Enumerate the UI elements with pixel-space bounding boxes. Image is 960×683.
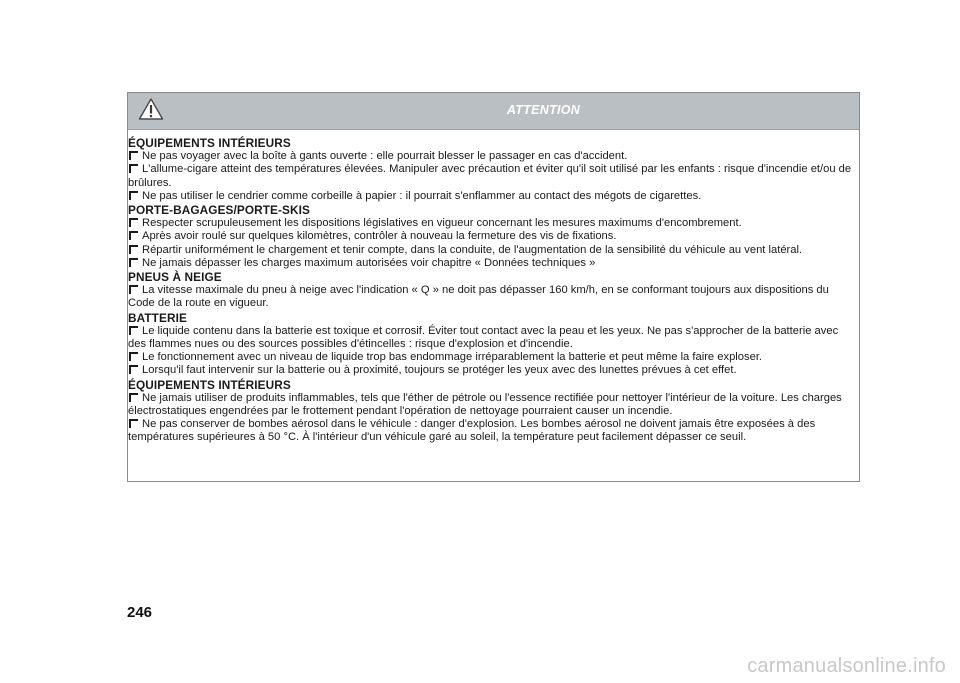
list-item: [128, 351, 857, 364]
item-text: Respecter scrupuleusement les dispositions législatives en vigueur concernant les mesures maximums d'encombrement.: [142, 217, 742, 230]
bullet-icon: [128, 245, 139, 254]
item-text: L'allume-cigare atteint des températures élevées. Manipuler avec précaution et éviter qu'il soit utilisé par les enfants : risque d'incendie et/ou de brûlures.: [128, 163, 852, 189]
item-text: Ne pas utiliser le cendrier comme corbeille à papier : il pourrait s'enflammer au contact des mégots de cigarettes.: [142, 189, 702, 202]
list-item: [128, 163, 857, 189]
bullet-icon: [128, 231, 139, 240]
section: [128, 204, 857, 270]
list-item: [128, 217, 857, 230]
section: [128, 137, 857, 203]
list-item: [128, 364, 857, 377]
list-item: [128, 150, 857, 163]
bullet-icon: [128, 393, 139, 402]
section-heading: PORTE-BAGAGES/PORTE-SKIS: [128, 203, 310, 218]
list-item: [128, 284, 857, 310]
warning-banner: [128, 93, 859, 130]
bullet-icon: [128, 218, 139, 227]
item-text: Ne pas voyager avec la boîte à gants ouverte : elle pourrait blesser le passager en cas d'accident.: [142, 150, 628, 163]
section-heading: ÉQUIPEMENTS INTÉRIEURS: [128, 377, 291, 392]
item-text: Répartir uniformément le chargement et tenir compte, dans la conduite, de l'augmentation de la sensibilité du véhicule au vent latéral.: [142, 243, 803, 256]
item-text: Ne jamais dépasser les charges maximum autorisées voir chapitre « Données techniques »: [142, 256, 596, 269]
list-item: [128, 230, 857, 243]
watermark-text: carmanualsonline.info: [747, 655, 946, 677]
bullet-icon: [128, 352, 139, 361]
section: [128, 379, 857, 445]
warning-box: [127, 92, 860, 482]
bullet-icon: [128, 258, 139, 267]
warning-content: [128, 130, 859, 445]
section: [128, 312, 857, 378]
list-item: [128, 244, 857, 257]
bullet-icon: [128, 419, 139, 428]
item-text: La vitesse maximale du pneu à neige avec l'indication « Q » ne doit pas dépasser 160 km/h, en se conformant toujours aux dispositions du Code de la route en vigueur.: [128, 284, 829, 310]
list-item: [128, 257, 857, 270]
item-text: Après avoir roulé sur quelques kilomètres, contrôler à nouveau la fermeture des vis de fixations.: [142, 230, 617, 243]
bullet-icon: [128, 326, 139, 335]
list-item: [128, 190, 857, 203]
bullet-icon: [128, 285, 139, 294]
bullet-icon: [128, 151, 139, 160]
item-text: Le liquide contenu dans la batterie est toxique et corrosif. Éviter tout contact avec la peau et les yeux. Ne pas s'approcher de la batterie avec des flammes nues ou des sources possibles d'étincelles : risque d'explosion et d'incendie.: [128, 324, 839, 351]
section-heading: ÉQUIPEMENTS INTÉRIEURS: [128, 136, 291, 150]
list-item: [128, 325, 857, 351]
item-text: Lorsqu'il faut intervenir sur la batterie ou à proximité, toujours se protéger les yeux avec des lunettes prévues à cet effet.: [142, 364, 737, 377]
item-text: Ne pas conserver de bombes aérosol dans le véhicule : danger d'explosion. Les bombes aérosol ne doivent jamais être exposées à des températures supérieures à 50 °C. À l'intérieur d'un véhicule garé au soleil, la température peut facilement dépasser ce seuil.: [128, 418, 816, 444]
bullet-icon: [128, 164, 139, 173]
section: [128, 271, 857, 311]
page-number: 246: [127, 604, 153, 621]
item-text: Ne jamais utiliser de produits inflammables, tels que l'éther de pétrole ou l'essence rectifiée pour nettoyer l'intérieur de la voiture. Les charges électrostatiques engendrées par le frottement pendant l'opération de nettoyage pourraient causer un incendie.: [128, 391, 842, 418]
item-text: Le fonctionnement avec un niveau de liquide trop bas endommage irréparablement la batterie et peut même la faire exploser.: [142, 351, 763, 364]
list-item: [128, 392, 857, 418]
section-heading: PNEUS À NEIGE: [128, 270, 222, 285]
bullet-icon: [128, 365, 139, 374]
list-item: [128, 418, 857, 444]
banner-title: ATTENTION: [506, 103, 581, 117]
bullet-icon: [128, 191, 139, 200]
section-heading: BATTERIE: [128, 310, 187, 325]
